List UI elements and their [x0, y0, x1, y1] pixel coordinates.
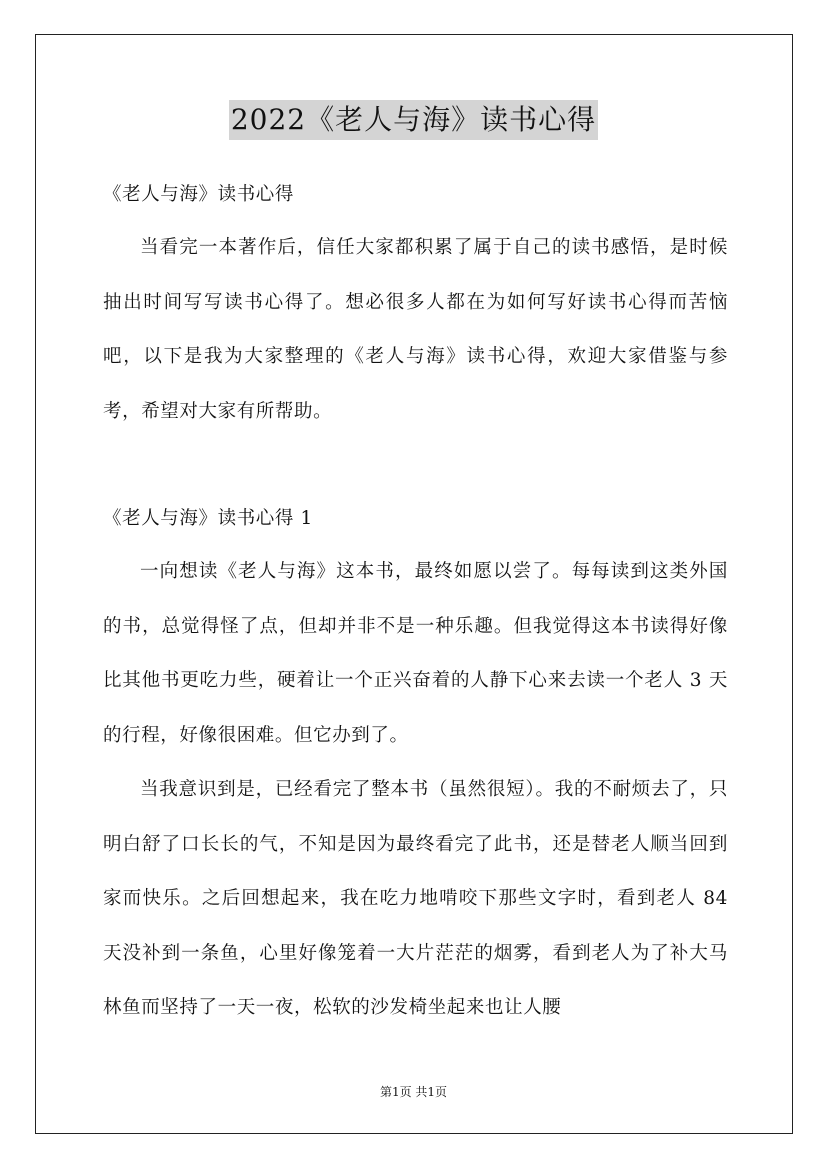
section1-heading: 《老人与海》读书心得 1: [103, 508, 313, 529]
section1-paragraph-2: 当我意识到是，已经看完了整本书（虽然很短）。我的不耐烦去了，只明白舒了口长长的气，不知是因为最终看完了此书，还是替老人顺当回到家而快乐。之后回想起来，我在吃力地啃咬下那些文字时，看到老人 84 天没补到一条鱼，心里好像笼着一大片茫茫的烟雾，看到老人为了补大马林鱼而坚持了一天一夜，松软的沙发椅坐起来也让人腰: [103, 779, 728, 1018]
document-title: 2022《老人与海》读书心得: [229, 100, 598, 140]
title-container: [0, 100, 827, 140]
page-footer: 第1页 共1页: [379, 1085, 448, 1099]
intro-heading: 《老人与海》读书心得: [103, 184, 295, 205]
intro-paragraph: 当看完一本著作后，信任大家都积累了属于自己的读书感悟，是时候抽出时间写写读书心得了。想必很多人都在为如何写好读书心得而苦恼吧，以下是我为大家整理的《老人与海》读书心得，欢迎大家借鉴与参考，希望对大家有所帮助。: [103, 237, 728, 422]
section1-paragraph-1: 一向想读《老人与海》这本书，最终如愿以尝了。每每读到这类外国的书，总觉得怪了点，但却并非不是一种乐趣。但我觉得这本书读得好像比其他书更吃力些，硬着让一个正兴奋着的人静下心来去读一个老人 3 天的行程，好像很困难。但它办到了。: [103, 561, 728, 746]
